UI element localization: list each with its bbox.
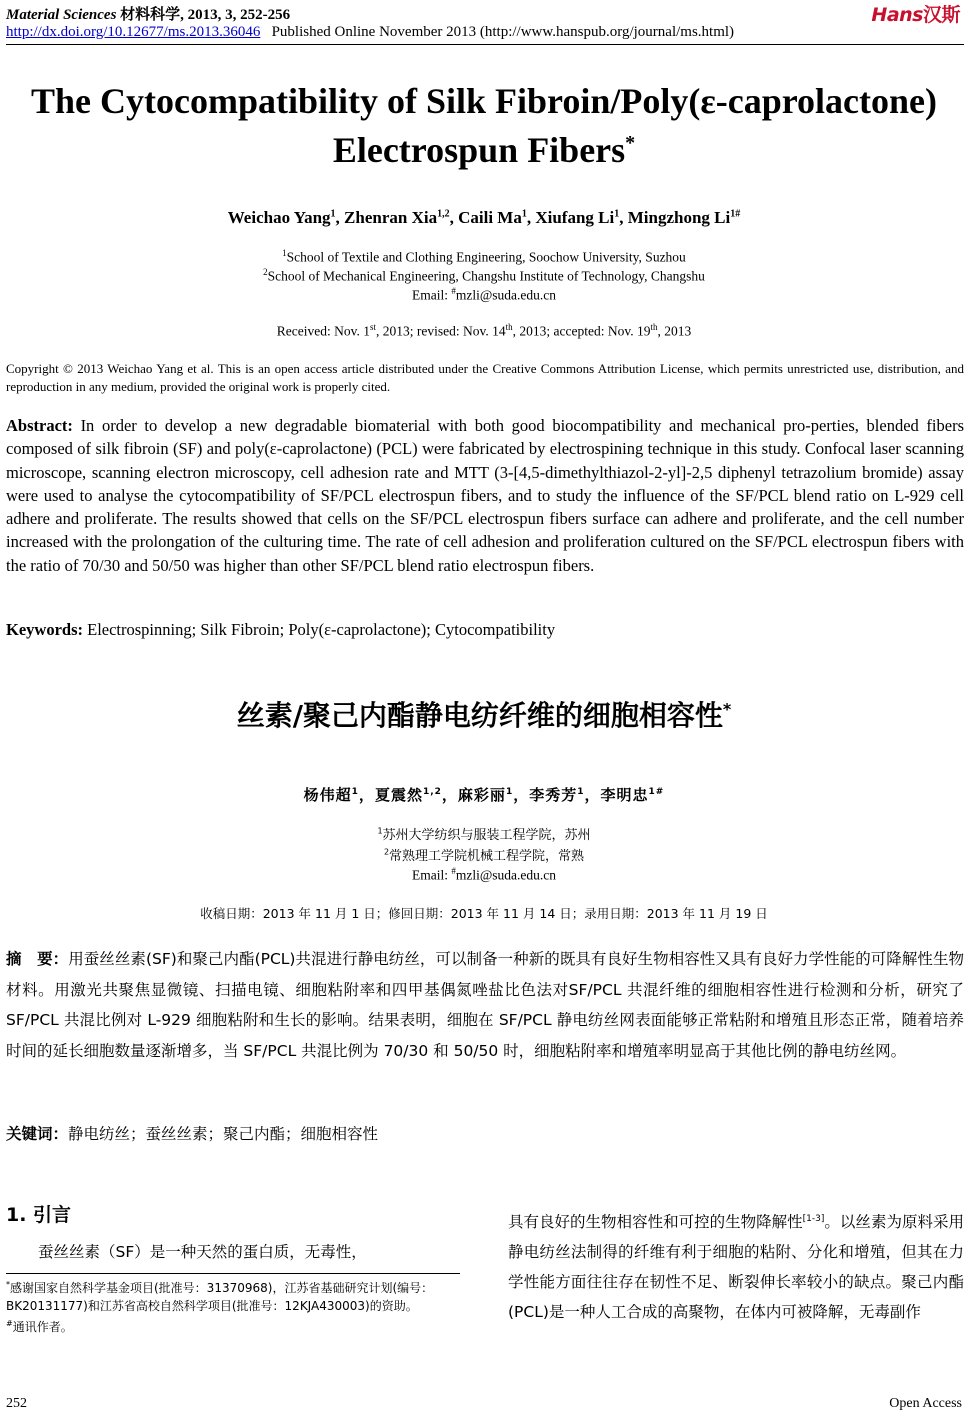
body-text: 具有良好的生物相容性和可控的生物降解性 [508,1213,803,1232]
ordinal-sup: th [650,322,658,332]
title-line-1: The Cytocompatibility of Silk Fibroin/Poly(ε-caprolactone) [30,81,938,121]
cn-abstract-label: 摘 要： [6,950,69,968]
email-sup: # [451,286,456,296]
journal-header [6,3,290,24]
doi-line [6,24,734,41]
cn-author: 夏震然 [374,786,423,804]
journal-issue: 材料科学, 2013, 3, 252-256 [116,7,291,23]
ordinal-sup: st [369,322,376,332]
cn-author-sep: ， [358,786,375,804]
cn-email-label: Email: [411,867,452,883]
cn-author-list [0,784,968,805]
cn-author-sup: 1,2 [422,787,442,797]
section-heading: 1. 引言 [6,1204,72,1226]
author: Caili Ma [458,208,522,227]
page-number: 252 [6,1396,27,1411]
received-text: Received: Nov. 1 [276,323,370,339]
author-sup: 1# [730,208,741,220]
abstract-text: In order to develop a new degradable biomaterial with both good biocompatibility and mechanical pro-perties, blended fibers composed of silk fibroin (SF) and poly(ε-caprolactone) (PCL) were fabricated by electrospining technique in this study. Confocal laser scanning microscope, scanning electron microscopy, cell adhesion rate and MTT (3-[4,5-dimethylthiazol-2-yl]-2,5 diphenyl tetrazolium bromide) assay were used to analyse the cytocompatibility of SF/PCL electrospun fibers, and to study the influence of the SF/PCL blend ratio on L-929 cell adhere and proliferate. The results showed that cells on the SF/PCL electrospun fibers surface can adhere and proliferate, and the cell number increased with the prolongation of the culturing time. The rate of cell adhesion and proliferation cultured on the SF/PCL electrospun fibers with the ratio of 70/30 and 50/50 was higher than other SF/PCL blend ratio electrospun fibers. [6,416,964,575]
abstract [6,414,964,577]
cn-author-sup: 1# [648,787,665,797]
author-sep: , [449,208,459,227]
cn-abstract [6,944,964,1066]
author: Weichao Yang [227,208,331,227]
footnote-text: 通讯作者。 [12,1320,73,1334]
cn-author-sep: ， [584,786,601,804]
footnote-text: 感谢国家自然科学基金项目(批准号：31370968)，江苏省基础研究计划(编号：BK20131177)和江苏省高校自然科学项目(批准号：12KJA430003)的资助。 [6,1281,434,1313]
doi-link[interactable]: http://dx.doi.org/10.12677/ms.2013.36046 [6,24,261,40]
cn-author-sup: 1 [577,787,585,797]
cn-aff-text: 苏州大学纺织与服装工程学院，苏州 [382,828,591,843]
author: Mingzhong Li [627,208,731,227]
ordinal-sup: th [505,322,513,332]
copyright-notice: Copyright © 2013 Weichao Yang et al. This is an open access article distributed under the Creative Commons Attribution License, which permits unrestricted use, distribution, and reproduction in any medium, provided the original work is properly cited. [6,361,964,394]
cn-keywords-label: 关键词： [6,1125,69,1143]
cn-keywords-text: 静电纺丝；蚕丝丝素；聚己内酯；细胞相容性 [68,1125,379,1143]
open-access-label: Open Access [889,1396,962,1411]
cn-email-sup: # [451,866,456,876]
cn-affiliation-2 [0,845,968,864]
received-text: , 2013; revised: Nov. 14 [376,323,506,339]
intro-paragraph-right [508,1204,964,1327]
cn-affiliation-1 [0,824,968,843]
title-footnote-mark: * [625,132,636,154]
footnote-mark: # [6,1319,13,1328]
publisher-logo [871,0,960,27]
paper-title [0,80,968,171]
footnote-divider [6,1273,460,1274]
journal-name: Material Sciences [6,7,117,23]
cn-author: 杨伟超 [303,786,352,804]
cn-email-line [0,866,968,884]
body-text: 。以丝素为原料采用静电纺丝法制得的纤维有利于细胞的粘附、分化和增殖，但其在力学性能方面往往存在韧性不足、断裂伸长率较小的缺点。聚己内酯(PCL)是一种人工合成的高聚物，在体内可被降解，无毒副作 [508,1213,964,1322]
received-text: , 2013 [657,323,692,339]
aff-sup: 2 [263,267,268,277]
cn-title-text: 丝素/聚己内酯静电纺纤维的细胞相容性 [236,699,723,732]
header-divider [6,44,964,45]
cn-abstract-text: 用蚕丝丝素(SF)和聚己内酯(PCL)共混进行静电纺丝，可以制备一种新的既具有良好生物相容性又具有良好力学性能的可降解性生物材料。用激光共聚焦显微镜、扫描电镜、细胞粘附率和四甲基偶氮唑盐比色法对SF/PCL 共混纤维的细胞相容性进行检测和分析，研究了 SF/PCL 共混比例对 L-929 细胞粘附和生长的影响。结果表明，细胞在 SF/PCL 静电纺丝网表面能够正常粘附和增殖且形态正常，随着培养时间的延长细胞数量逐渐增多，当 SF/PCL 共混比例为 70/30 和 50/50 时，细胞粘附率和增殖率明显高于其他比例的静电纺丝网。 [6,950,964,1060]
author-sup: 1 [614,208,620,220]
keywords [6,620,964,640]
cn-received-dates: 收稿日期：2013 年 11 月 1 日；修回日期：2013 年 11 月 14 日；录用日期：2013 年 11 月 19 日 [200,906,768,921]
author-list [0,208,968,228]
cn-author-sep: ， [441,786,458,804]
cn-author: 麻彩丽 [457,786,506,804]
title-line-2: Electrospun Fibers [332,130,626,170]
cn-author-sup: 1 [351,787,359,797]
author: Zhenran Xia [344,208,438,227]
cn-title [0,694,968,734]
intro-paragraph-left: 蚕丝丝素（SF）是一种天然的蛋白质，无毒性， [38,1243,367,1261]
footnotes [6,1276,460,1336]
footnote-funding [6,1276,460,1315]
author-sup: 1 [521,208,527,220]
keywords-label: Keywords: [6,620,83,639]
footnote-mark: * [6,1280,10,1289]
cn-aff-text: 常熟理工学院机械工程学院，常熟 [389,849,585,864]
author-sep: , [335,208,345,227]
keywords-text: Electrospinning; Silk Fibroin; Poly(ε-caprolactone); Cytocompatibility [87,620,556,639]
cn-aff-sup: 1 [377,826,383,836]
cn-author-sep: ， [513,786,530,804]
published-info: Published Online November 2013 (http://www.hanspub.org/journal/ms.html) [271,24,735,40]
logo-cn: 汉斯 [922,4,960,26]
affiliation-1 [0,248,968,266]
cn-aff-sup: 2 [383,847,390,857]
cn-email-address: mzli@suda.edu.cn [455,867,557,883]
email-address: mzli@suda.edu.cn [455,287,557,303]
aff-text: School of Textile and Clothing Engineering, Soochow University, Suzhou [286,249,686,265]
author-sep: , [619,208,628,227]
affiliation-2 [0,267,968,285]
email-line [0,286,968,304]
email-label: Email: [411,287,452,303]
abstract-label: Abstract: [6,416,73,435]
cn-keywords [6,1122,964,1144]
aff-text: School of Mechanical Engineering, Changshu Institute of Technology, Changshu [267,268,705,284]
footnote-corresponding [6,1315,460,1336]
cn-author: 李明忠 [600,786,649,804]
cn-author: 李秀芳 [529,786,578,804]
logo-en: Hans [871,4,923,26]
author-sep: , [526,208,536,227]
citation[interactable]: [1-3] [802,1214,825,1224]
cn-title-mark: * [722,699,732,719]
cn-author-sup: 1 [505,787,514,797]
received-dates [0,322,968,340]
author-sup: 1,2 [437,208,450,220]
author-sup: 1 [330,208,336,220]
received-text: , 2013; accepted: Nov. 19 [512,323,651,339]
author: Xiufang Li [535,208,615,227]
aff-sup: 1 [282,248,287,258]
